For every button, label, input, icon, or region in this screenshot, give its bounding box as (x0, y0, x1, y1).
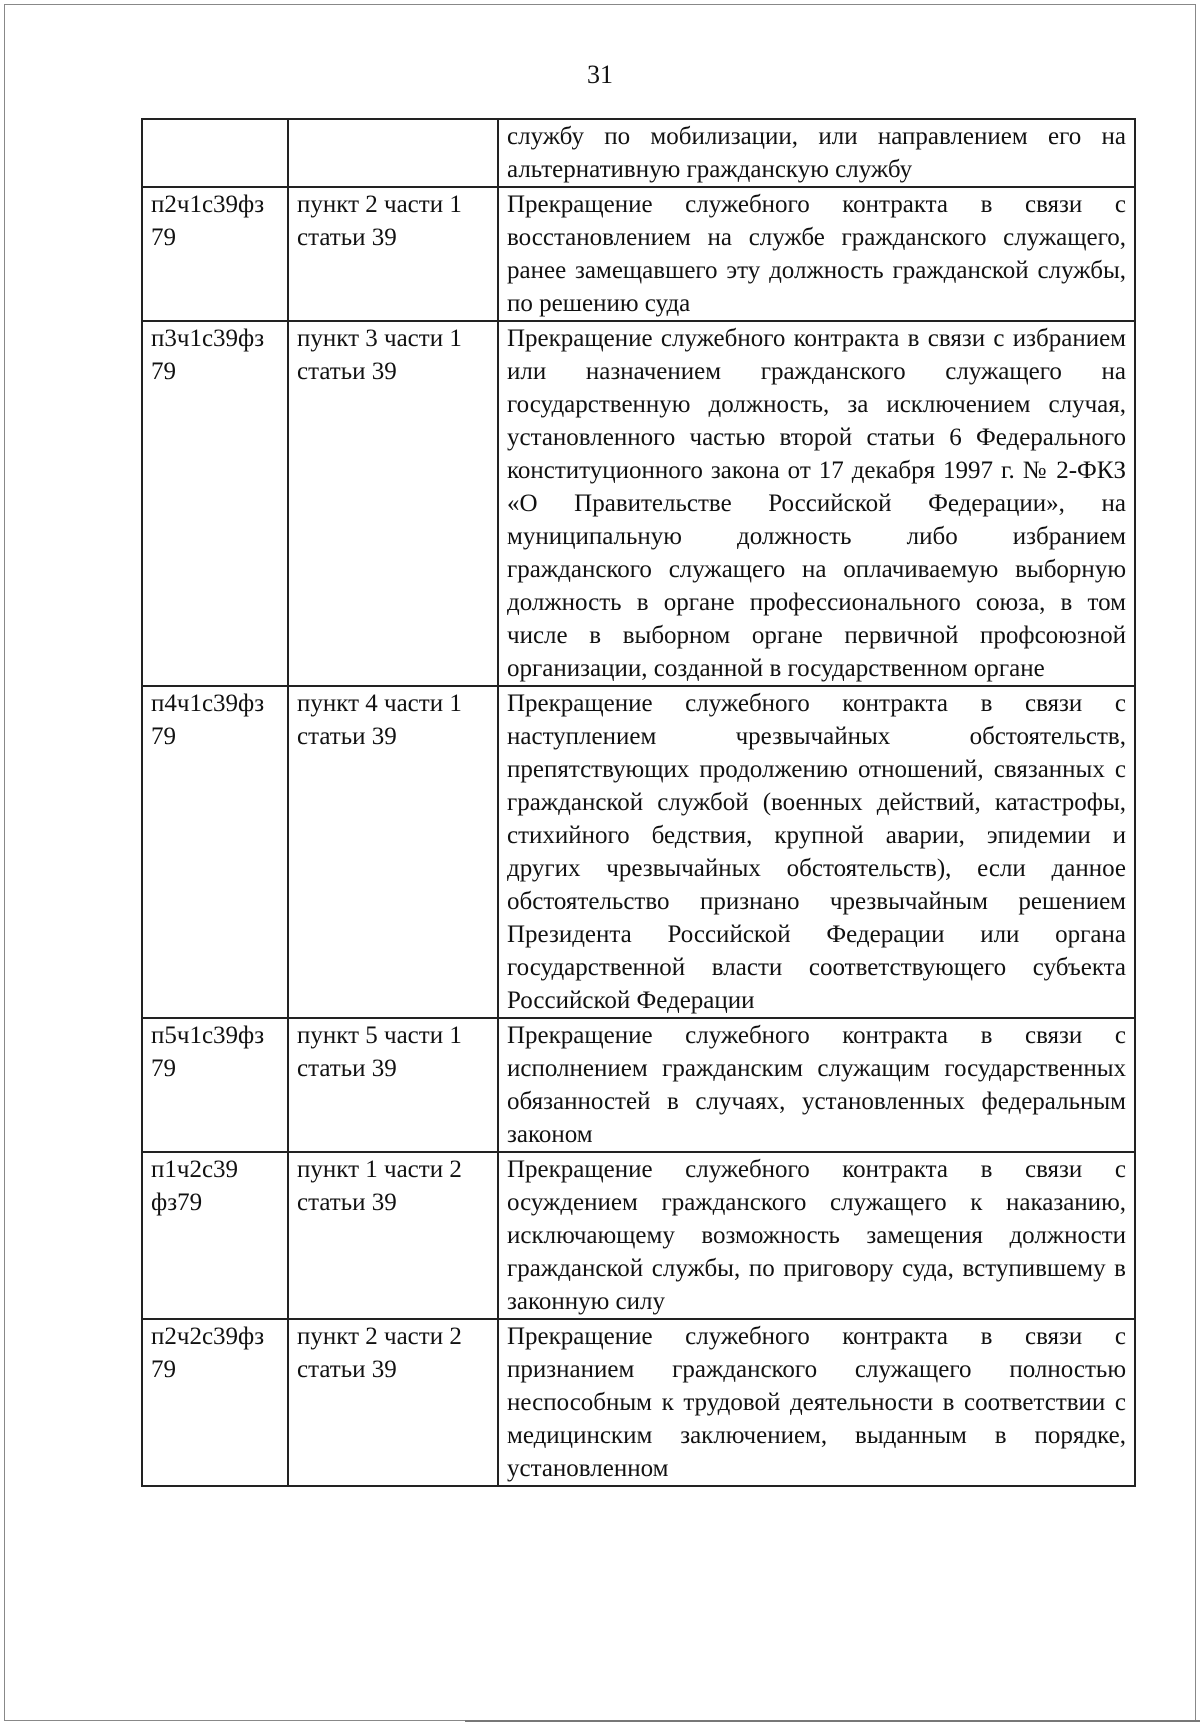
table-row (142, 321, 1135, 686)
document-table (141, 118, 1136, 1487)
table-row (142, 119, 1135, 187)
reference-cell (288, 119, 498, 187)
table-row (142, 1152, 1135, 1319)
description-cell: Прекращение служебного контракта в связи с осуждением гражданского служащего к наказанию, исключающему возможность замещения должности гражданской службы, по приговору суда, вступившему в законную силу (498, 1152, 1135, 1319)
code-cell (142, 119, 288, 187)
description-cell: Прекращение служебного контракта в связи с признанием гражданского служащего полностью неспособным к трудовой деятельности в соответствии с медицинским заключением, выданным в порядке, установленном (498, 1319, 1135, 1486)
code-cell: п2ч2с39фз 79 (142, 1319, 288, 1486)
table-row (142, 1319, 1135, 1486)
reference-cell: пункт 2 части 1 статьи 39 (288, 187, 498, 321)
table-row (142, 1018, 1135, 1152)
reference-cell: пункт 1 части 2 статьи 39 (288, 1152, 498, 1319)
table-row (142, 187, 1135, 321)
description-cell: Прекращение служебного контракта в связи с исполнением гражданским служащим государственных обязанностей в случаях, установленных федеральным законом (498, 1018, 1135, 1152)
reference-cell: пункт 5 части 1 статьи 39 (288, 1018, 498, 1152)
description-cell: Прекращение служебного контракта в связи с избранием или назначением гражданского служащего на государственную должность, за исключением случая, установленного частью второй статьи 6 Федерального конституционного закона от 17 декабря 1997 г. № 2-ФКЗ «О Правительстве Российской Федерации», на муниципальную должность либо избранием гражданского служащего на оплачиваемую выборную должность в органе профессионального союза, в том числе в выборном органе первичной профсоюзной организации, созданной в государственном органе (498, 321, 1135, 686)
description-cell: Прекращение служебного контракта в связи с наступлением чрезвычайных обстоятельств, препятствующих продолжению отношений, связанных с гражданской службой (военных действий, катастрофы, стихийного бедствия, крупной аварии, эпидемии и других чрезвычайных обстоятельств), если данное обстоятельство признано чрезвычайным решением Президента Российской Федерации или органа государственной власти соответствующего субъекта Российской Федерации (498, 686, 1135, 1018)
reference-cell: пункт 3 части 1 статьи 39 (288, 321, 498, 686)
scan-edge-line (465, 1720, 1200, 1722)
code-cell: п5ч1с39фз 79 (142, 1018, 288, 1152)
code-cell: п2ч1с39фз 79 (142, 187, 288, 321)
code-cell: п1ч2с39 фз79 (142, 1152, 288, 1319)
page-number: 31 (587, 60, 613, 89)
table-row (142, 686, 1135, 1018)
reference-cell: пункт 2 части 2 статьи 39 (288, 1319, 498, 1486)
description-cell: Прекращение служебного контракта в связи с восстановлением на службе гражданского служащего, ранее замещавшего эту должность гражданской службы, по решению суда (498, 187, 1135, 321)
code-cell: п3ч1с39фз 79 (142, 321, 288, 686)
description-cell: службу по мобилизации, или направлением его на альтернативную гражданскую службу (498, 119, 1135, 187)
reference-cell: пункт 4 части 1 статьи 39 (288, 686, 498, 1018)
code-cell: п4ч1с39фз 79 (142, 686, 288, 1018)
